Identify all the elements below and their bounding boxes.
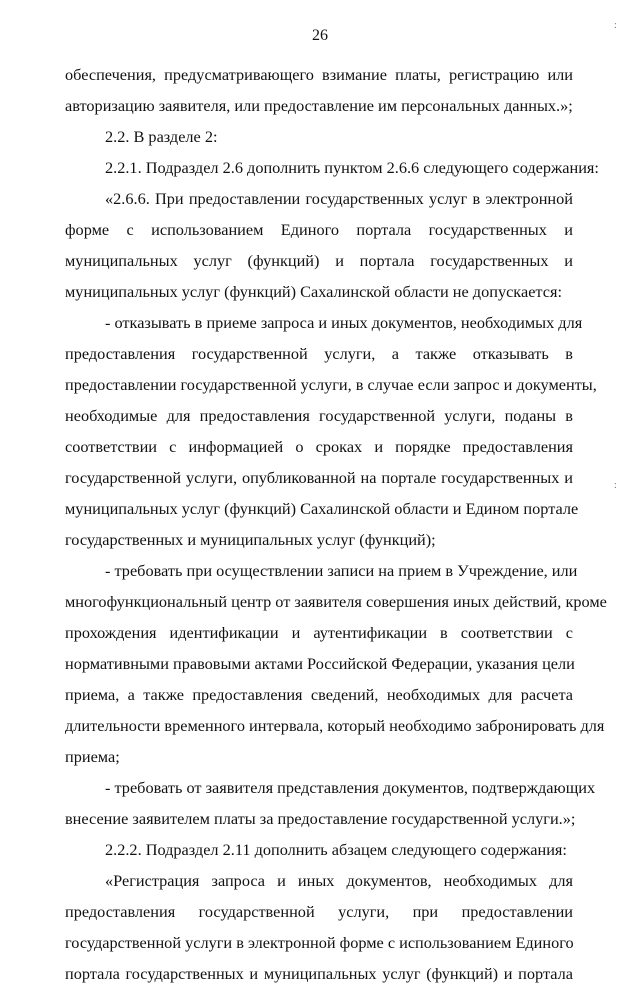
paragraph bbox=[65, 307, 597, 555]
text-line: государственной услуги в электронной форме с использованием Единого bbox=[65, 933, 574, 952]
scan-speck: : bbox=[614, 20, 617, 31]
text-line: «Регистрация запроса и иных документов, необходимых для bbox=[105, 871, 573, 890]
text-line: необходимые для предоставления государственной услуги, поданы в bbox=[65, 406, 573, 425]
scan-speck: : bbox=[614, 480, 617, 491]
text-line: нормативными правовыми актами Российской Федерации, указания цели bbox=[65, 654, 575, 673]
text-line: соответствии с информацией о сроках и порядке предоставления bbox=[65, 437, 573, 456]
paragraph bbox=[65, 121, 573, 152]
text-line: 2.2. В разделе 2: bbox=[105, 127, 218, 146]
paragraph bbox=[65, 555, 607, 772]
text-line: муниципальных услуг (функций) Сахалинской области не допускается: bbox=[65, 282, 562, 301]
text-line: 2.2.2. Подраздел 2.11 дополнить абзацем следующего содержания: bbox=[105, 840, 567, 859]
text-line: обеспечения, предусматривающего взимание платы, регистрацию или bbox=[65, 65, 573, 84]
paragraph bbox=[65, 834, 573, 865]
paragraph bbox=[65, 152, 599, 183]
text-line: муниципальных услуг (функций) и портала государственных и bbox=[65, 251, 573, 270]
text-line: приема, а также предоставления сведений, необходимых для расчета bbox=[65, 685, 573, 704]
text-line: предоставления государственной услуги, а также отказывать в bbox=[65, 344, 573, 363]
text-line: «2.6.6. При предоставлении государственных услуг в электронной bbox=[105, 189, 573, 208]
text-line: приема; bbox=[65, 747, 120, 766]
document-body bbox=[65, 59, 607, 989]
text-line: портала государственных и муниципальных услуг (функций) и портала bbox=[65, 964, 573, 983]
paragraph bbox=[65, 59, 573, 121]
text-line: внесение заявителем платы за предоставление государственной услуги.»; bbox=[65, 809, 576, 828]
paragraph bbox=[65, 772, 596, 834]
text-line: предоставления государственной услуги, при предоставлении bbox=[65, 902, 573, 921]
text-line: авторизацию заявителя, или предоставление им персональных данных.»; bbox=[65, 96, 573, 115]
text-line: - требовать от заявителя представления документов, подтверждающих bbox=[105, 778, 596, 797]
text-line: форме с использованием Единого портала государственных и bbox=[65, 220, 573, 239]
text-line: предоставлении государственной услуги, в случае если запрос и документы, bbox=[65, 375, 597, 394]
page-number: 26 bbox=[312, 27, 328, 44]
text-line: многофункциональный центр от заявителя совершения иных действий, кроме bbox=[65, 592, 607, 611]
text-line: прохождения идентификации и аутентификации в соответствии с bbox=[65, 623, 573, 642]
paragraph bbox=[65, 865, 573, 989]
text-line: 2.2.1. Подраздел 2.6 дополнить пунктом 2.6.6 следующего содержания: bbox=[105, 158, 599, 177]
text-line: государственных и муниципальных услуг (функций); bbox=[65, 530, 436, 549]
text-line: - отказывать в приеме запроса и иных документов, необходимых для bbox=[105, 313, 583, 332]
text-line: длительности временного интервала, который необходимо забронировать для bbox=[65, 716, 605, 735]
paragraph bbox=[65, 183, 573, 307]
text-line: государственной услуги, опубликованной на портале государственных и bbox=[65, 468, 573, 487]
text-line: муниципальных услуг (функций) Сахалинской области и Едином портале bbox=[65, 499, 579, 518]
text-line: - требовать при осуществлении записи на прием в Учреждение, или bbox=[105, 561, 578, 580]
